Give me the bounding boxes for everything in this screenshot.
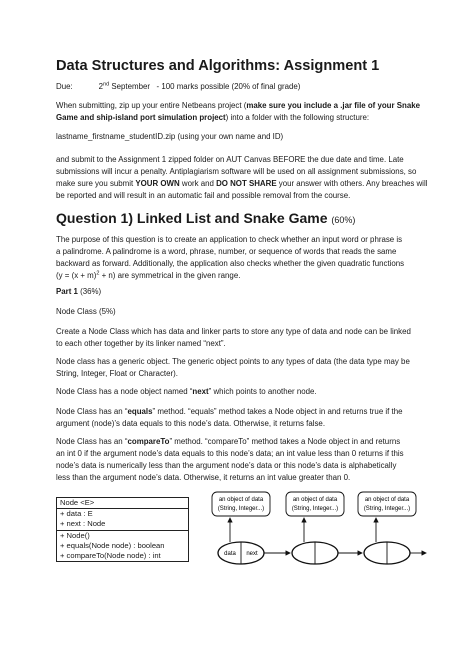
compare-bold: compareTo — [127, 437, 170, 446]
compareto-line-3: node’s data is numerically less than the argument node’s data or this node’s data is alphabetically — [56, 460, 397, 470]
page-title: Data Structures and Algorithms: Assignment 1 — [56, 58, 380, 74]
purpose-line-3: backward as forward. Additionally, the application also checks whether the given quadratic functions — [56, 258, 405, 268]
next-text-a: Node Class has a node object named “ — [56, 387, 193, 396]
linked-list-diagram — [200, 488, 430, 588]
submit-bold: make sure you include a .jar file of your Snake — [246, 101, 421, 110]
next-object-paragraph — [56, 386, 428, 398]
data-box-line: an object of data — [292, 497, 338, 503]
uml-field: + data : E — [60, 509, 93, 519]
due-details: September - 100 marks possible (20% of final grade) — [109, 82, 301, 91]
next-text-c: ” which points to another node. — [208, 387, 317, 396]
uml-class-name: Node <E> — [60, 498, 95, 507]
equation-exponent: 2 — [96, 270, 100, 277]
due-day: 2 — [98, 82, 104, 91]
data-object-box — [358, 492, 416, 516]
policy-text-e: your answer with others. Any breaches will — [276, 178, 428, 188]
policy-line-1: and submit to the Assignment 1 zipped folder on AUT Canvas BEFORE the due date and time. Late — [56, 155, 404, 164]
generic-line-1: Node class has a generic object. The generic object points to any types of data (the data type may be — [56, 357, 410, 366]
part1-percent: (36%) — [77, 287, 102, 296]
generic-paragraph — [56, 356, 428, 380]
equals-line-2: argument (node)’s data equals to this node’s data. Otherwise, it returns false. — [56, 418, 326, 428]
uml-methods-section — [57, 531, 188, 562]
data-box-line: (String, Integer...) — [291, 506, 339, 512]
submit-bold-2: Game and ship-island port simulation project — [56, 112, 226, 122]
uml-method: + equals(Node node) : boolean — [60, 540, 165, 550]
data-box-line: (String, Integer...) — [217, 506, 265, 512]
equals-text-c: ” method. “equals” method takes a Node object in and returns true if the — [152, 407, 403, 416]
purpose-paragraph — [56, 234, 428, 282]
policy-line-3 — [56, 178, 428, 190]
uml-fields-section — [57, 509, 188, 530]
data-box-line: (String, Integer...) — [363, 506, 411, 512]
next-bold: next — [192, 387, 209, 396]
generic-line-2: String, Integer, Float or Character). — [56, 368, 178, 378]
part1-label: Part 1 — [56, 287, 78, 296]
compareto-line-2: an int 0 if the argument node’s data equals to this node’s data; an int value less than 0 returns if this — [56, 448, 404, 458]
create-paragraph — [56, 326, 428, 350]
equals-line-1 — [56, 406, 428, 418]
naming-structure: lastname_firstname_studentID.zip (using your own name and ID) — [56, 132, 284, 141]
policy-line-2: submissions will incur a penalty. Antiplagiarism software will be used on all assignment submissions, so — [56, 166, 417, 176]
part1-heading — [56, 286, 428, 298]
policy-bold-own: YOUR OWN — [135, 178, 180, 188]
uml-field: + next : Node — [60, 519, 106, 529]
due-label: Due: — [56, 82, 73, 91]
data-object-box — [212, 492, 270, 516]
equals-text-a: Node Class has an “ — [56, 407, 128, 416]
submit-line-1 — [56, 100, 428, 112]
node-data-label: data — [224, 551, 236, 557]
compare-text-a: Node Class has an “ — [56, 437, 128, 446]
question-percent: (60%) — [331, 215, 356, 225]
submit-text: When submitting, zip up your entire Netbeans project ( — [56, 101, 247, 110]
purpose-line-4 — [56, 270, 428, 282]
create-line-2: to each other together by its linker named “next”. — [56, 338, 226, 348]
compareto-paragraph — [56, 436, 428, 484]
policy-line-4: be reported and will result in an automatic fail and possible removal from the course. — [56, 190, 351, 200]
compareto-line-1 — [56, 436, 428, 448]
question-heading — [56, 210, 355, 226]
policy-text-a: make sure you submit — [56, 178, 136, 188]
uml-node-class — [56, 497, 189, 562]
submission-policy — [56, 154, 428, 202]
data-box-line: an object of data — [218, 497, 264, 503]
equation-start: (y = (x + m) — [56, 270, 97, 280]
purpose-line-2: a palindrome. A palindrome is a word, phrase, number, or sequence of words that reads the same — [56, 246, 397, 256]
uml-class-name-section — [57, 498, 188, 509]
equation-end: + n) are symmetrical in the given range. — [99, 270, 241, 280]
create-line-1: Create a Node Class which has data and linker parts to store any type of data and node can be linked — [56, 327, 411, 336]
policy-text-c: work and — [179, 178, 217, 188]
policy-bold-share: DO NOT SHARE — [216, 178, 277, 188]
node-next-label: next — [246, 551, 258, 557]
equals-bold: equals — [127, 407, 153, 416]
submit-text-2: ) into a folder with the following structure: — [225, 112, 370, 122]
uml-method: + Node() — [60, 530, 90, 540]
data-object-box — [286, 492, 344, 516]
node-class-heading: Node Class (5%) — [56, 307, 116, 316]
due-day-suffix: nd — [103, 81, 110, 88]
uml-method: + compareTo(Node node) : int — [60, 551, 161, 561]
submit-instructions — [56, 100, 428, 124]
question-title: Question 1) Linked List and Snake Game — [56, 210, 332, 226]
submit-line-2 — [56, 112, 428, 124]
compare-text-c: ” method. “compareTo” method takes a Node object in and returns — [169, 437, 401, 446]
due-line — [56, 81, 428, 93]
purpose-line-1: The purpose of this question is to create an application to check whether an input word or phrase is — [56, 235, 403, 244]
equals-paragraph — [56, 406, 428, 430]
compareto-line-4: less than the argument node’s data. Otherwise, it returns an int value greater than 0. — [56, 472, 351, 482]
data-box-line: an object of data — [364, 497, 410, 503]
